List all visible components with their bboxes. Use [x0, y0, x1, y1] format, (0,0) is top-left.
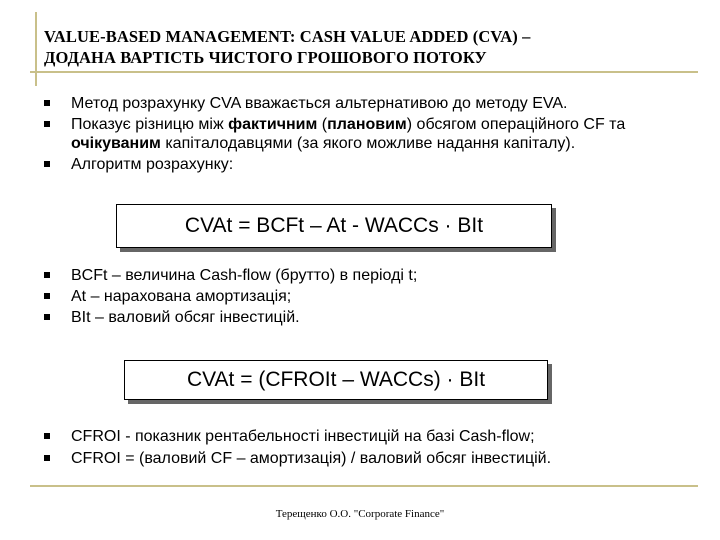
cva-cfroi-formula-box: CVAt = (CFROIt – WACCs) · BIt — [124, 360, 548, 400]
title-accent-line — [35, 12, 37, 86]
title-divider — [30, 71, 698, 73]
square-bullet-icon — [44, 272, 50, 278]
list-item — [44, 449, 704, 468]
slide-title — [44, 26, 530, 68]
definitions-list — [44, 266, 694, 329]
cva-formula-box: CVAt = BCFt – At - WACCs · BIt — [116, 204, 552, 248]
intro-item-2-text-part4: капіталодавцями (за якого можливе надання капіталу). — [160, 135, 576, 152]
intro-item-2-text-part2: ( — [317, 116, 328, 133]
cfroi-item-1-text: CFROI - показник рентабельності інвестицій на базі Cash-flow; — [71, 428, 535, 445]
list-item — [44, 308, 694, 327]
intro-item-2-text-part3: ) обсягом операційного CF та — [406, 116, 626, 133]
intro-item-2-bold2: плановим — [327, 116, 407, 133]
list-item — [44, 155, 694, 174]
intro-item-1-text: Метод розрахунку CVA вважається альтернативою до методу EVA. — [71, 95, 568, 112]
list-item — [44, 115, 694, 153]
title-line-2: ДОДАНА ВАРТІСТЬ ЧИСТОГО ГРОШОВОГО ПОТОКУ — [44, 48, 487, 67]
intro-item-2-bold3: очікуваним — [71, 135, 161, 152]
square-bullet-icon — [44, 121, 50, 127]
cfroi-list — [44, 427, 704, 471]
definition-bcf-text: BCFt – величина Cash-flow (брутто) в періоді t; — [71, 267, 418, 284]
footer-credit: Терещенко О.О. "Corporate Finance" — [275, 508, 445, 520]
intro-list — [44, 94, 694, 176]
square-bullet-icon — [44, 433, 50, 439]
list-item — [44, 266, 694, 285]
definition-a-text: At – нарахована амортизація; — [71, 288, 292, 305]
definition-bi-text: BIt – валовий обсяг інвестицій. — [71, 309, 300, 326]
square-bullet-icon — [44, 100, 50, 106]
list-item — [44, 287, 694, 306]
cfroi-item-2-text: CFROI = (валовий CF – амортизація) / валовий обсяг інвестицій. — [71, 450, 552, 467]
list-item — [44, 427, 704, 446]
square-bullet-icon — [44, 314, 50, 320]
square-bullet-icon — [44, 161, 50, 167]
square-bullet-icon — [44, 455, 50, 461]
footer-divider — [30, 485, 698, 487]
intro-item-3-text: Алгоритм розрахунку: — [71, 156, 234, 173]
intro-item-2-text-part1: Показує різницю між — [71, 116, 229, 133]
list-item — [44, 94, 694, 113]
intro-item-2-bold1: фактичним — [228, 116, 318, 133]
square-bullet-icon — [44, 293, 50, 299]
title-line-1: VALUE-BASED MANAGEMENT: CASH VALUE ADDED (CVA) – — [44, 27, 531, 46]
